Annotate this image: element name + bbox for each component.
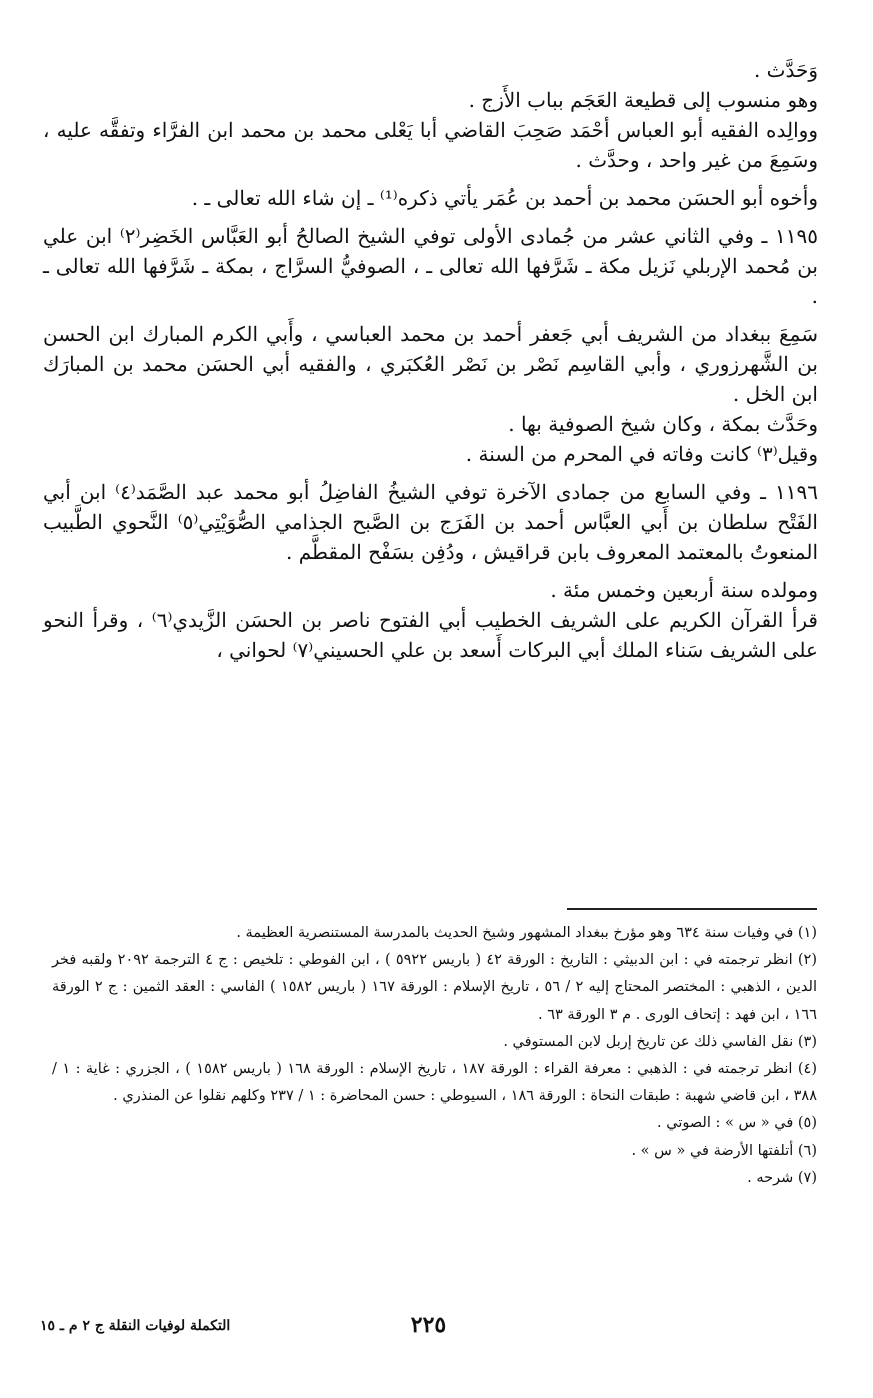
paragraph: وحَدَّث بمكة ، وكان شيخ الصوفية بها . (508, 412, 818, 436)
main-text (43, 55, 818, 665)
footnote: (٦) أتلفتها الأرضة في « س » . (631, 1142, 817, 1159)
paragraph: وَحَدَّث . (753, 58, 818, 82)
footnotes (52, 920, 817, 1192)
paragraph: وقيل⁽٣⁾ كانت وفاته في المحرم من السنة . (465, 442, 818, 466)
page-footer (40, 1312, 817, 1352)
entry-1196: ١١٩٦ ـ وفي السابع من جمادى الآخرة توفي الشيخُ الفاضِلُ أبو محمد عبد الصَّمَد⁽٤⁾ ابن أبي الفَتْح سلطان بن أَبي العبَّاس أحمد بن الفَرَج بن الصَّبح الجذامي الصُّوَيْتِي⁽٥⁾ النَّحوي الطَّبيب المنعوتُ بالمعتمد المعروف بابن قراقيش ، ودُفِن بسَفْح المقطَّم . (43, 480, 818, 564)
footnote: (٧) شرحه . (747, 1169, 817, 1186)
page-number: ٢٢٥ (410, 1312, 447, 1338)
footnote: (١) في وفيات سنة ٦٣٤ وهو مؤرخ ببغداد المشهور وشيخ الحديث بالمدرسة المستنصرية العظيمة . (236, 925, 817, 941)
paragraph: سَمِعَ ببغداد من الشريف أبي جَعفر أحمد بن محمد العباسي ، وأَبي الكرم المبارك ابن الحسن بن الشَّهرزوري ، وأبي القاسِم نَصْر بن نَصْر العُكبَري ، والفقيه أبي الحسَن محمد بن المبارَك ابن الخل . (43, 322, 818, 406)
footnote: (٥) في « س » : الصوتي . (657, 1115, 817, 1132)
paragraph: ومولده سنة أربعين وخمس مئة . (550, 578, 818, 602)
footnote-divider (567, 908, 817, 910)
entry-1195: ١١٩٥ ـ وفي الثاني عشر من جُمادى الأولى توفي الشيخ الصالحُ أبو العَبَّاس الخَضِر⁽٢⁾ ابن علي بن مُحمد الإربلي نَزيل مكة ـ شَرَّفها الله تعالى ـ ، الصوفيُّ السرَّاج ، بمكة ـ شَرَّفها الله تعالى ـ . (43, 224, 819, 308)
paragraph: وأخوه أبو الحسَن محمد بن أحمد بن عُمَر يأتي ذكره⁽¹⁾ ـ إن شاء الله تعالى ـ . (191, 186, 818, 210)
paragraph: ووالِده الفقيه أبو العباس أحْمَد صَحِبَ القاضي أبا يَعْلى محمد بن محمد ابن الفرَّاء وتفقَّه عليه ، وسَمِعَ من غير واحد ، وحدَّث . (43, 118, 818, 172)
footnote: (٢) انظر ترجمته في : ابن الدبيثي : التاريخ : الورقة ٤٢ ( باريس ٥٩٢٢ ) ، ابن الفوطي : تلخيص : ج ٤ الترجمة ٢٠٩٢ ولقبه فخر الدين ، الذهبي : المختصر المحتاج إليه ٢ / ٥٦ ، تاريخ الإسلام : الورقة ١٦٧ ( باريس ١٥٨٢ ) الفاسي : العقد الثمين : ج ٢ الورقة ١٦٦ ، ابن فهد : إتحاف الورى . م ٣ الورقة ٦٣ . (52, 952, 817, 1023)
paragraph: قرأ القرآن الكريم على الشريف الخطيب أبي الفتوح ناصر بن الحسَن الزَّيدي⁽٦⁾ ، وقرأ النحو على الشريف سَناء الملك أبي البركات أَسعد بن علي الحسيني⁽٧⁾ لحواني ، (43, 608, 818, 662)
footnote: (٣) نقل الفاسي ذلك عن تاريخ إربل لابن المستوفي . (503, 1033, 817, 1050)
footnote: (٤) انظر ترجمته في : الذهبي : معرفة القراء : الورقة ١٨٧ ، تاريخ الإسلام : الورقة ١٦٨ ( باريس ١٥٨٢ ) ، الجزري : غاية : ١ / ٣٨٨ ، ابن قاضي شهبة : طبقات النحاة : الورقة ١٨٦ ، السيوطي : حسن المحاضرة : ١ / ٢٣٧ وكلهم نقلوا عن المنذري . (52, 1061, 818, 1105)
paragraph: وهو منسوب إلى قطيعة العَجَم بباب الأَزج . (468, 88, 818, 112)
running-title: التكملة لوفيات النقلة ج ٢ م ـ ١٥ (40, 1318, 231, 1334)
